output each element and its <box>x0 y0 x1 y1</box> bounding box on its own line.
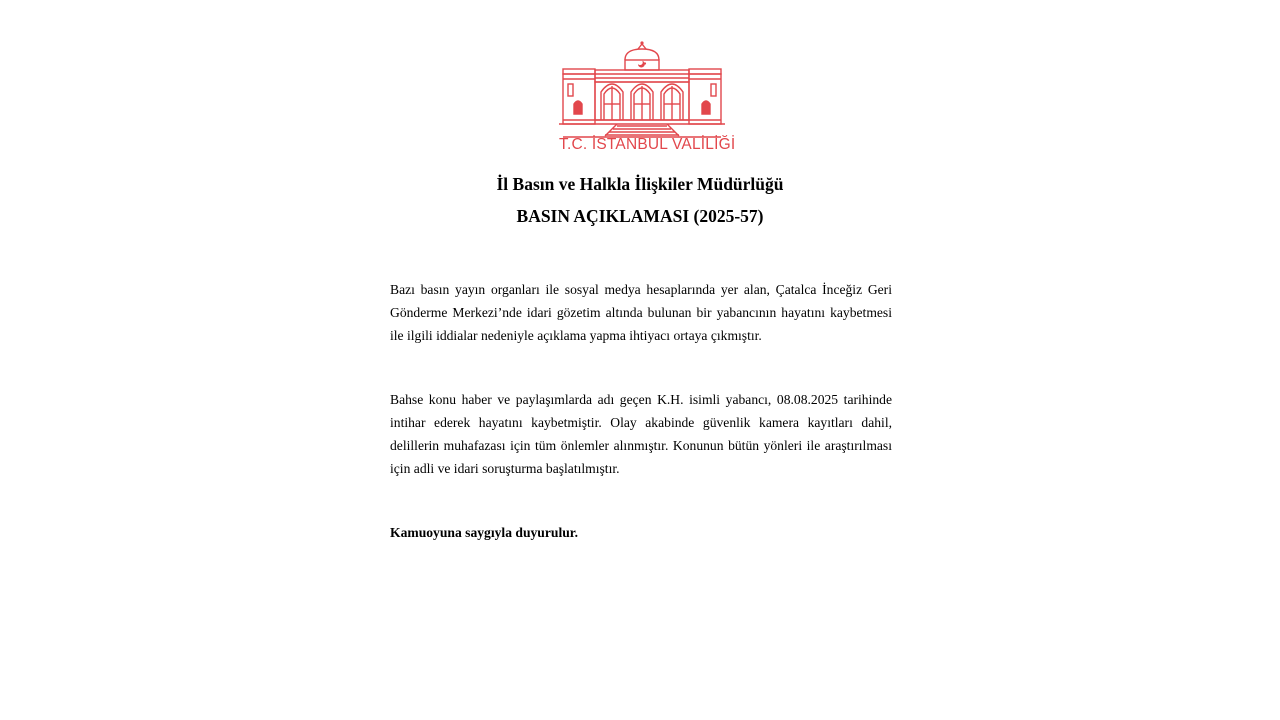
department-heading: İl Basın ve Halkla İlişkiler Müdürlüğü <box>496 174 784 194</box>
press-release-title: BASIN AÇIKLAMASI (2025-57) <box>516 206 764 226</box>
closing-statement: Kamuoyuna saygıyla duyurulur. <box>390 525 578 540</box>
istanbul-governorship-logo <box>559 40 736 160</box>
logo-caption: T.C. İSTANBUL VALİLİĞİ <box>559 136 736 153</box>
paragraph-1: Bazı basın yayın organları ile sosyal medya hesaplarında yer alan, Çatalca İnceğiz Geri Gönderme Merkezi’nde idari gözetim altında bulunan bir yabancının hayatını kaybetmesi ile ilgili iddialar nedeniyle açıklama yapma ihtiyacı ortaya çıkmıştır. <box>390 282 892 343</box>
governorship-building-icon <box>559 40 725 138</box>
paragraph-2: Bahse konu haber ve paylaşımlarda adı geçen K.H. isimli yabancı, 08.08.2025 tarihinde intihar ederek hayatını kaybetmiştir. Olay akabinde güvenlik kamera kayıtları dahil, delillerin muhafazası için tüm önlemler alınmıştır. Konunun bütün yönleri ile araştırılması için adli ve idari soruşturma başlatılmıştır. <box>390 392 892 476</box>
